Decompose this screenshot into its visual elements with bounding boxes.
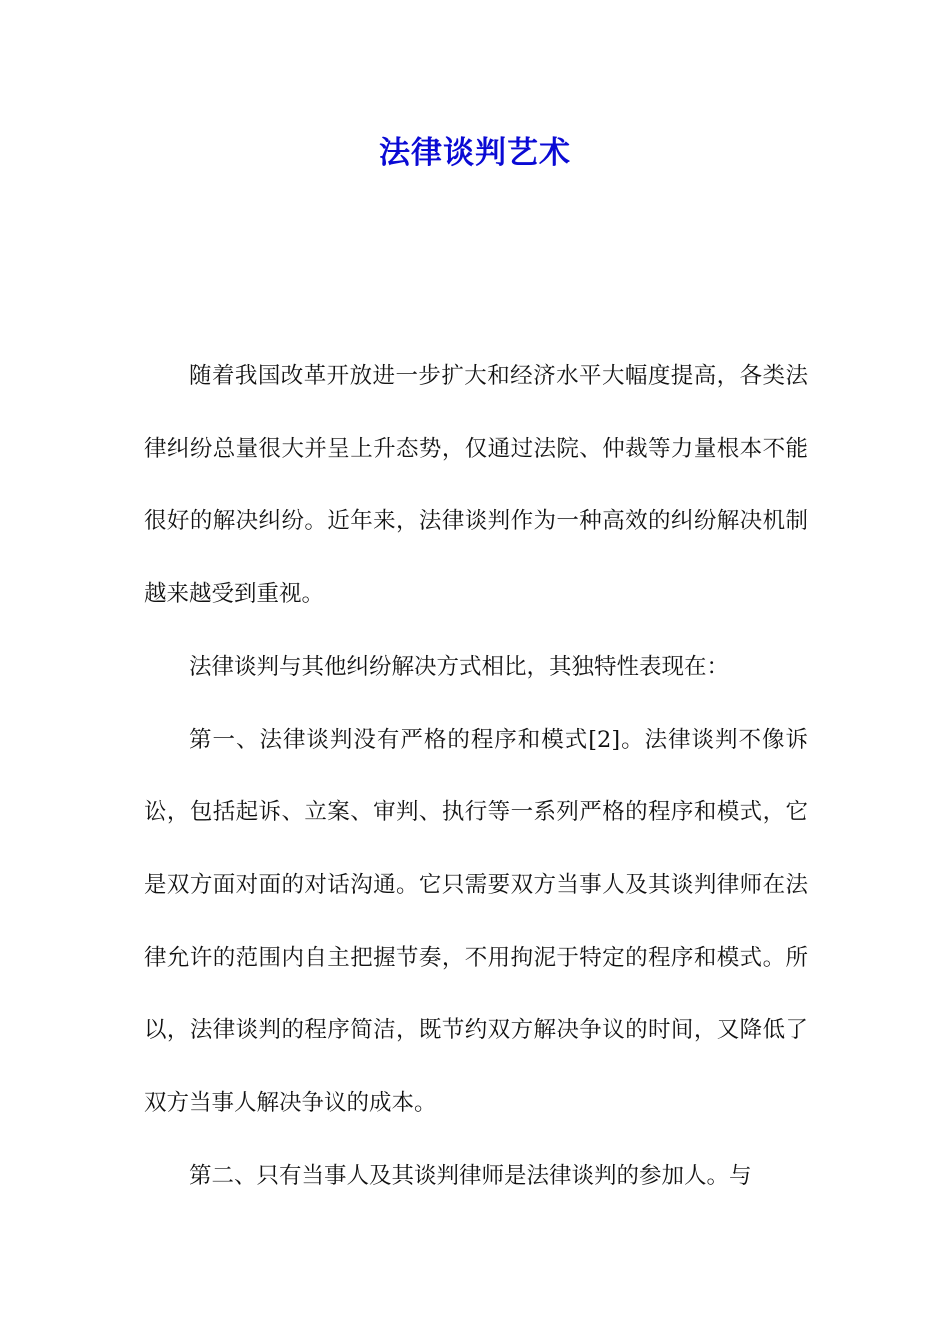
document-body (144, 340, 808, 1212)
document-title: 法律谈判艺术 (379, 135, 571, 171)
paragraph-point-one: 第一、法律谈判没有严格的程序和模式[2]。法律谈判不像诉讼，包括起诉、立案、审判、执行等一系列严格的程序和模式，它是双方面对面的对话沟通。它只需要双方当事人及其谈判律师在法律允许的范围内自主把握节奏，不用拘泥于特定的程序和模式。所以，法律谈判的程序简洁，既节约双方解决争议的时间，又降低了双方当事人解决争议的成本。 (144, 726, 808, 1117)
paragraph-characteristics-lead: 法律谈判与其他纠纷解决方式相比，其独特性表现在： (189, 653, 730, 680)
paragraph-intro: 随着我国改革开放进一步扩大和经济水平大幅度提高，各类法律纠纷总量很大并呈上升态势，仅通过法院、仲裁等力量根本不能很好的解决纠纷。近年来，法律谈判作为一种高效的纠纷解决机制越来越受到重视。 (144, 363, 808, 608)
paragraph-point-two: 第二、只有当事人及其谈判律师是法律谈判的参加人。与 (189, 1162, 752, 1189)
